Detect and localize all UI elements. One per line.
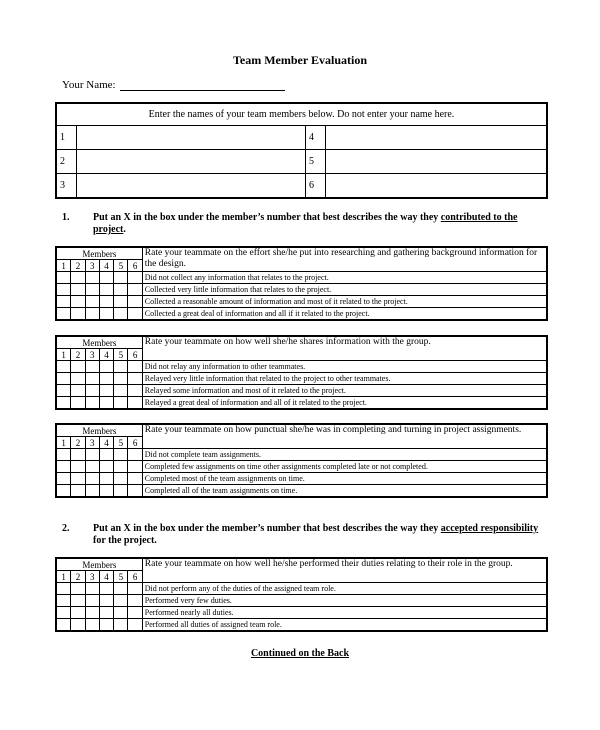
rating-checkbox[interactable] bbox=[71, 373, 85, 385]
rating-option: Collected very little information that relates to the project. bbox=[142, 284, 547, 296]
question-text: Put an X in the box under the member’s number that best describes the way they bbox=[93, 523, 441, 534]
rating-checkbox[interactable] bbox=[85, 473, 99, 485]
rating-checkbox[interactable] bbox=[71, 397, 85, 410]
member-digit: 1 bbox=[56, 260, 71, 272]
team-names-table bbox=[55, 102, 548, 199]
rating-option: Completed all of the team assignments on time. bbox=[142, 485, 547, 498]
rating-prompt: Rate your teammate on the effort she/he put into researching and gathering background information for the design. bbox=[142, 247, 547, 272]
rating-checkbox[interactable] bbox=[85, 284, 99, 296]
rating-checkbox[interactable] bbox=[85, 272, 99, 284]
member-digit: 6 bbox=[128, 260, 142, 272]
rating-checkbox[interactable] bbox=[56, 583, 71, 595]
rating-checkbox[interactable] bbox=[85, 385, 99, 397]
rating-checkbox[interactable] bbox=[99, 385, 113, 397]
rating-checkbox[interactable] bbox=[128, 485, 142, 498]
member-digit: 6 bbox=[128, 349, 142, 361]
question-tail: for the project. bbox=[93, 535, 157, 546]
rating-checkbox[interactable] bbox=[128, 473, 142, 485]
member-digit: 1 bbox=[56, 349, 71, 361]
rating-checkbox[interactable] bbox=[114, 607, 128, 619]
member-number: 1 bbox=[56, 126, 77, 150]
rating-checkbox[interactable] bbox=[114, 284, 128, 296]
rating-prompt: Rate your teammate on how punctual she/he was in completing and turning in project assignments. bbox=[142, 424, 547, 449]
rating-checkbox[interactable] bbox=[114, 308, 128, 321]
rating-checkbox[interactable] bbox=[85, 619, 99, 632]
rating-checkbox[interactable] bbox=[56, 361, 71, 373]
rating-checkbox[interactable] bbox=[56, 296, 71, 308]
rating-checkbox[interactable] bbox=[128, 449, 142, 461]
punctuality-rating-table bbox=[55, 423, 548, 498]
rating-prompt: Rate your teammate on how well she/he shares information with the group. bbox=[142, 336, 547, 361]
names-table-header: Enter the names of your team members below. Do not enter your name here. bbox=[56, 103, 547, 126]
member-digit: 2 bbox=[71, 571, 85, 583]
rating-checkbox[interactable] bbox=[71, 296, 85, 308]
role-duties-rating-table bbox=[55, 557, 548, 632]
rating-checkbox[interactable] bbox=[71, 385, 85, 397]
rating-option: Did not complete team assignments. bbox=[142, 449, 547, 461]
rating-checkbox[interactable] bbox=[71, 583, 85, 595]
rating-checkbox[interactable] bbox=[128, 619, 142, 632]
member-digit: 3 bbox=[85, 437, 99, 449]
question-emphasis: accepted responsibility bbox=[440, 523, 539, 534]
member-digit: 5 bbox=[114, 437, 128, 449]
your-name-label: Your Name: bbox=[62, 79, 116, 91]
rating-checkbox[interactable] bbox=[99, 485, 113, 498]
rating-checkbox[interactable] bbox=[128, 373, 142, 385]
rating-checkbox[interactable] bbox=[56, 485, 71, 498]
rating-checkbox[interactable] bbox=[99, 607, 113, 619]
question-text: Put an X in the box under the member’s number that best describes the way they bbox=[93, 212, 441, 223]
rating-option: Did not relay any information to other teammates. bbox=[142, 361, 547, 373]
member-digit: 6 bbox=[128, 571, 142, 583]
member-digit: 2 bbox=[71, 349, 85, 361]
rating-checkbox[interactable] bbox=[99, 284, 113, 296]
rating-checkbox[interactable] bbox=[128, 461, 142, 473]
rating-checkbox[interactable] bbox=[85, 583, 99, 595]
rating-checkbox[interactable] bbox=[85, 485, 99, 498]
rating-checkbox[interactable] bbox=[56, 595, 71, 607]
rating-option: Collected a great deal of information and all if it related to the project. bbox=[142, 308, 547, 321]
member-digit: 1 bbox=[56, 571, 71, 583]
member-number: 3 bbox=[56, 174, 77, 199]
rating-checkbox[interactable] bbox=[56, 461, 71, 473]
rating-option: Collected a reasonable amount of information and most of it related to the project. bbox=[142, 296, 547, 308]
member-name-field-1[interactable] bbox=[77, 126, 306, 150]
rating-option: Completed most of the team assignments on time. bbox=[142, 473, 547, 485]
member-name-field-6[interactable] bbox=[326, 174, 548, 199]
rating-checkbox[interactable] bbox=[71, 607, 85, 619]
your-name-field[interactable] bbox=[120, 90, 285, 91]
rating-checkbox[interactable] bbox=[128, 583, 142, 595]
rating-checkbox[interactable] bbox=[99, 397, 113, 410]
member-name-field-2[interactable] bbox=[77, 150, 306, 174]
rating-checkbox[interactable] bbox=[99, 308, 113, 321]
rating-checkbox[interactable] bbox=[56, 607, 71, 619]
rating-checkbox[interactable] bbox=[71, 449, 85, 461]
rating-checkbox[interactable] bbox=[71, 595, 85, 607]
member-digit: 5 bbox=[114, 260, 128, 272]
rating-checkbox[interactable] bbox=[128, 272, 142, 284]
rating-checkbox[interactable] bbox=[85, 449, 99, 461]
rating-option: Relayed very little information that related to the project to other teammates. bbox=[142, 373, 547, 385]
member-digit: 4 bbox=[99, 571, 113, 583]
rating-checkbox[interactable] bbox=[114, 583, 128, 595]
continued-note: Continued on the Back bbox=[250, 648, 350, 659]
member-digit: 3 bbox=[85, 260, 99, 272]
rating-checkbox[interactable] bbox=[128, 361, 142, 373]
question-number: 1. bbox=[62, 212, 70, 223]
rating-checkbox[interactable] bbox=[71, 619, 85, 632]
rating-checkbox[interactable] bbox=[114, 473, 128, 485]
rating-option: Performed all duties of assigned team role. bbox=[142, 619, 547, 632]
rating-checkbox[interactable] bbox=[114, 385, 128, 397]
member-number: 6 bbox=[306, 174, 326, 199]
page-title: Team Member Evaluation bbox=[233, 53, 367, 67]
member-digit: 2 bbox=[71, 260, 85, 272]
rating-checkbox[interactable] bbox=[128, 397, 142, 410]
rating-checkbox[interactable] bbox=[99, 461, 113, 473]
member-digit: 3 bbox=[85, 349, 99, 361]
rating-checkbox[interactable] bbox=[56, 308, 71, 321]
member-name-field-4[interactable] bbox=[326, 126, 548, 150]
rating-checkbox[interactable] bbox=[99, 473, 113, 485]
rating-checkbox[interactable] bbox=[56, 449, 71, 461]
member-digit: 6 bbox=[128, 437, 142, 449]
rating-checkbox[interactable] bbox=[71, 473, 85, 485]
members-header: Members bbox=[56, 558, 142, 571]
member-digit: 3 bbox=[85, 571, 99, 583]
rating-checkbox[interactable] bbox=[99, 373, 113, 385]
rating-option: Performed very few duties. bbox=[142, 595, 547, 607]
rating-checkbox[interactable] bbox=[85, 607, 99, 619]
member-digit: 4 bbox=[99, 260, 113, 272]
member-number: 2 bbox=[56, 150, 77, 174]
rating-checkbox[interactable] bbox=[56, 373, 71, 385]
rating-checkbox[interactable] bbox=[99, 272, 113, 284]
rating-checkbox[interactable] bbox=[71, 284, 85, 296]
question-number: 2. bbox=[62, 523, 70, 534]
rating-checkbox[interactable] bbox=[114, 361, 128, 373]
rating-checkbox[interactable] bbox=[85, 308, 99, 321]
rating-checkbox[interactable] bbox=[99, 296, 113, 308]
rating-checkbox[interactable] bbox=[71, 461, 85, 473]
members-header: Members bbox=[56, 247, 142, 260]
rating-checkbox[interactable] bbox=[85, 361, 99, 373]
rating-checkbox[interactable] bbox=[114, 272, 128, 284]
rating-checkbox[interactable] bbox=[85, 373, 99, 385]
question-emphasis: contributed to the project bbox=[93, 212, 518, 235]
rating-option: Relayed a great deal of information and all of it related to the project. bbox=[142, 397, 547, 410]
rating-checkbox[interactable] bbox=[114, 397, 128, 410]
rating-checkbox[interactable] bbox=[114, 461, 128, 473]
question-1 bbox=[62, 212, 542, 236]
rating-checkbox[interactable] bbox=[99, 361, 113, 373]
member-name-field-5[interactable] bbox=[326, 150, 548, 174]
rating-checkbox[interactable] bbox=[128, 296, 142, 308]
rating-option: Completed few assignments on time other assignments completed late or not completed. bbox=[142, 461, 547, 473]
rating-checkbox[interactable] bbox=[99, 583, 113, 595]
rating-checkbox[interactable] bbox=[56, 284, 71, 296]
rating-checkbox[interactable] bbox=[71, 308, 85, 321]
member-digit: 4 bbox=[99, 349, 113, 361]
member-number: 5 bbox=[306, 150, 326, 174]
rating-checkbox[interactable] bbox=[56, 385, 71, 397]
member-number: 4 bbox=[306, 126, 326, 150]
rating-checkbox[interactable] bbox=[99, 595, 113, 607]
effort-rating-table bbox=[55, 246, 548, 321]
rating-checkbox[interactable] bbox=[114, 373, 128, 385]
rating-checkbox[interactable] bbox=[128, 284, 142, 296]
rating-checkbox[interactable] bbox=[56, 272, 71, 284]
member-name-field-3[interactable] bbox=[77, 174, 306, 199]
members-header: Members bbox=[56, 424, 142, 437]
rating-checkbox[interactable] bbox=[56, 473, 71, 485]
question-tail: . bbox=[123, 224, 126, 235]
members-header: Members bbox=[56, 336, 142, 349]
rating-checkbox[interactable] bbox=[71, 272, 85, 284]
rating-checkbox[interactable] bbox=[114, 449, 128, 461]
member-digit: 1 bbox=[56, 437, 71, 449]
rating-checkbox[interactable] bbox=[128, 308, 142, 321]
rating-checkbox[interactable] bbox=[114, 485, 128, 498]
rating-prompt: Rate your teammate on how well he/she performed their duties relating to their role in the group. bbox=[142, 558, 547, 583]
member-digit: 2 bbox=[71, 437, 85, 449]
rating-option: Did not perform any of the duties of the assigned team role. bbox=[142, 583, 547, 595]
rating-option: Relayed some information and most of it related to the project. bbox=[142, 385, 547, 397]
rating-checkbox[interactable] bbox=[114, 619, 128, 632]
rating-checkbox[interactable] bbox=[71, 485, 85, 498]
rating-checkbox[interactable] bbox=[114, 595, 128, 607]
member-digit: 4 bbox=[99, 437, 113, 449]
question-2 bbox=[62, 523, 542, 547]
rating-checkbox[interactable] bbox=[85, 461, 99, 473]
rating-checkbox[interactable] bbox=[128, 385, 142, 397]
member-digit: 5 bbox=[114, 349, 128, 361]
sharing-rating-table bbox=[55, 335, 548, 410]
member-digit: 5 bbox=[114, 571, 128, 583]
rating-option: Performed nearly all duties. bbox=[142, 607, 547, 619]
rating-checkbox[interactable] bbox=[128, 595, 142, 607]
rating-checkbox[interactable] bbox=[56, 397, 71, 410]
rating-option: Did not collect any information that relates to the project. bbox=[142, 272, 547, 284]
rating-checkbox[interactable] bbox=[85, 397, 99, 410]
rating-checkbox[interactable] bbox=[128, 607, 142, 619]
rating-checkbox[interactable] bbox=[114, 296, 128, 308]
rating-checkbox[interactable] bbox=[99, 449, 113, 461]
rating-checkbox[interactable] bbox=[71, 361, 85, 373]
rating-checkbox[interactable] bbox=[85, 595, 99, 607]
rating-checkbox[interactable] bbox=[56, 619, 71, 632]
rating-checkbox[interactable] bbox=[85, 296, 99, 308]
rating-checkbox[interactable] bbox=[99, 619, 113, 632]
